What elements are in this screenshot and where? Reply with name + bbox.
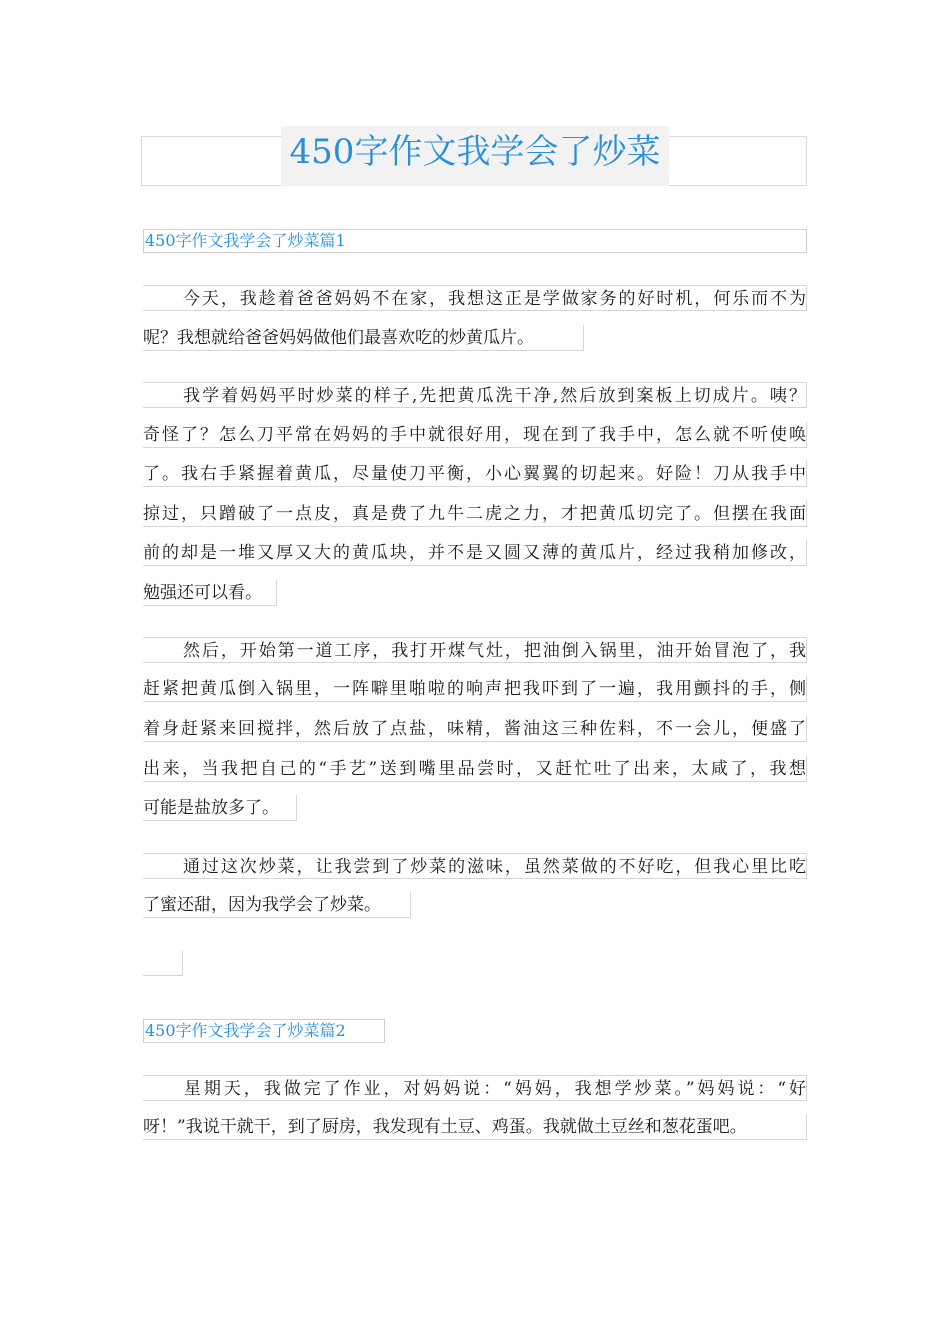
paragraph-line: 星期天，我做完了作业，对妈妈说：“妈妈，我想学炒菜。”妈妈说：“好 xyxy=(143,1075,807,1101)
section-heading-2: 450字作文我学会了炒菜篇2 xyxy=(143,1019,385,1043)
paragraph-line: 掠过，只蹭破了一点皮，真是费了九牛二虎之力，才把黄瓜切完了。但摆在我面 xyxy=(143,501,807,527)
paragraph-line: 赶紧把黄瓜倒入锅里，一阵噼里啪啦的响声把我吓到了一遍，我用颤抖的手，侧 xyxy=(143,676,807,702)
paragraph-line: 了。我右手紧握着黄瓜，尽量使刀平衡，小心翼翼的切起来。好险！刀从我手中 xyxy=(143,461,807,487)
paragraph-line: 然后，开始第一道工序，我打开煤气灶，把油倒入锅里，油开始冒泡了，我 xyxy=(143,637,807,663)
paragraph-line: 了蜜还甜，因为我学会了炒菜。 xyxy=(143,892,411,918)
paragraph-line: 前的却是一堆又厚又大的黄瓜块，并不是又圆又薄的黄瓜片，经过我稍加修改， xyxy=(143,540,807,566)
paragraph-line: 勉强还可以看。 xyxy=(143,580,277,606)
section-heading-1: 450字作文我学会了炒菜篇1 xyxy=(143,229,807,253)
empty-paragraph xyxy=(143,951,183,976)
paragraph-line: 可能是盐放多了。 xyxy=(143,795,297,821)
paragraph-line: 通过这次炒菜，让我尝到了炒菜的滋味，虽然菜做的不好吃，但我心里比吃 xyxy=(143,853,807,879)
paragraph-line: 出来，当我把自己的“手艺”送到嘴里品尝时，又赶忙吐了出来，太咸了，我想 xyxy=(143,756,807,782)
paragraph-line: 奇怪了？怎么刀平常在妈妈的手中就很好用，现在到了我手中，怎么就不听使唤 xyxy=(143,422,807,448)
paragraph-line: 今天，我趁着爸爸妈妈不在家，我想这正是学做家务的好时机，何乐而不为 xyxy=(143,285,807,311)
paragraph-line: 呢？我想就给爸爸妈妈做他们最喜欢吃的炒黄瓜片。 xyxy=(143,325,584,351)
page-title: 450字作文我学会了炒菜 xyxy=(281,126,669,186)
paragraph-line: 我学着妈妈平时炒菜的样子,先把黄瓜洗干净,然后放到案板上切成片。咦？ xyxy=(143,382,807,408)
paragraph-line: 呀！”我说干就干，到了厨房，我发现有土豆、鸡蛋。我就做土豆丝和葱花蛋吧。 xyxy=(143,1114,807,1140)
paragraph-line: 着身赶紧来回搅拌，然后放了点盐，味精，酱油这三种佐料，不一会儿，便盛了 xyxy=(143,716,807,742)
